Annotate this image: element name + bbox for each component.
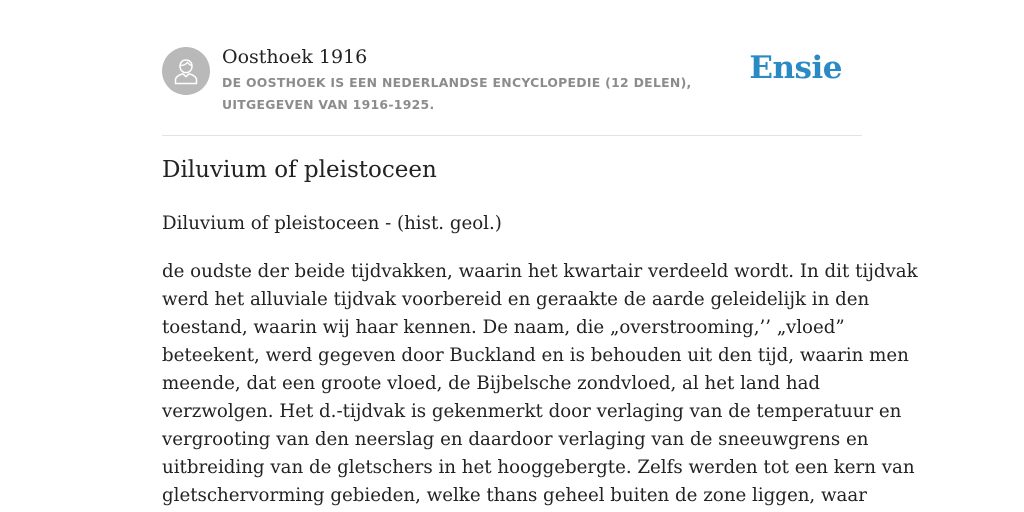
- body-line: uitbreiding van de gletschers in het hooggebergte. Zelfs werden tot een kern van: [162, 457, 915, 478]
- source-title[interactable]: Oosthoek 1916: [222, 46, 368, 68]
- body-line: beteekent, werd gegeven door Buckland en is behouden uit den tijd, waarin men: [162, 345, 909, 366]
- body-line: werd het alluviale tijdvak voorbereid en geraakte de aarde geleidelijk in den: [162, 289, 870, 310]
- user-icon: [173, 57, 199, 85]
- avatar: [162, 47, 210, 95]
- article-subtitle: Diluvium of pleistoceen - (hist. geol.): [162, 213, 502, 234]
- body-line: toestand, waarin wij haar kennen. De naam, die „overstrooming,’’ „vloed”: [162, 317, 845, 338]
- body-line: de oudste der beide tijdvakken, waarin het kwartair verdeeld wordt. In dit tijdvak: [162, 261, 918, 282]
- body-line: gletschervorming gebieden, welke thans geheel buiten de zone liggen, waar: [162, 485, 867, 506]
- source-header: [162, 0, 862, 136]
- article-body: [162, 258, 918, 510]
- page-title: Diluvium of pleistoceen: [162, 157, 437, 183]
- page-container: [162, 0, 918, 506]
- ensie-logo[interactable]: Ensie: [749, 50, 842, 86]
- body-line: vergrooting van den neerslag en daardoor verlaging van de sneeuwgrens en: [162, 429, 869, 450]
- body-line: meende, dat een groote vloed, de Bijbelsche zondvloed, al het land had: [162, 373, 821, 394]
- source-description: DE OOSTHOEK IS EEN NEDERLANDSE ENCYCLOPEDIE (12 DELEN), UITGEGEVEN VAN 1916-1925.: [222, 75, 692, 112]
- body-line: verzwolgen. Het d.-tijdvak is gekenmerkt door verlaging van de temperatuur en: [162, 401, 902, 422]
